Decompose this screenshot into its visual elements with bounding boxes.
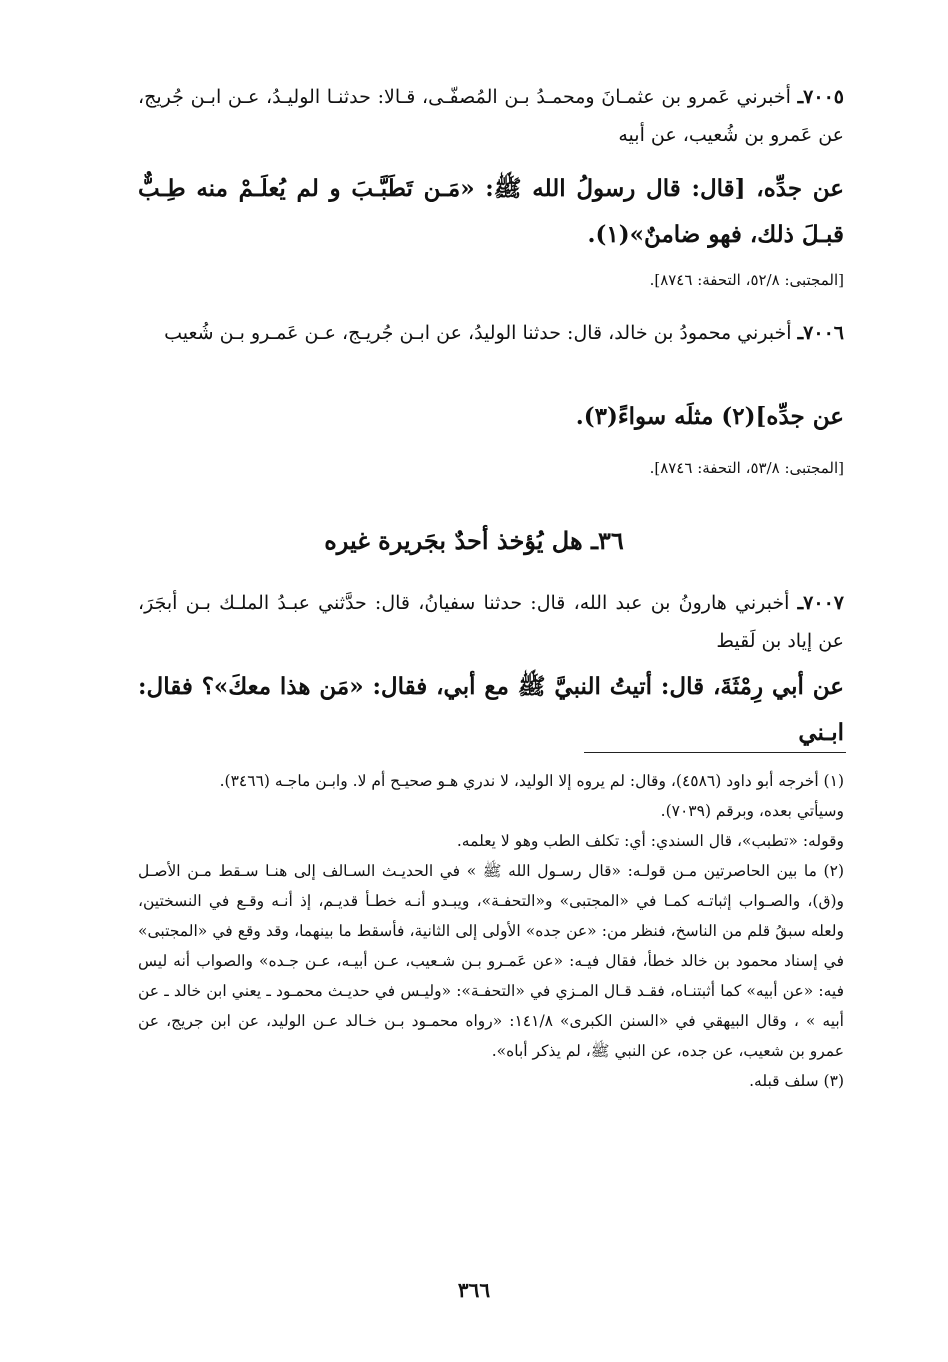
- footnote-2: (٢) ما بين الحاصرتين مـن قولـه: «قال رسـول الله ﷺ » في الحديـث السـالف إلى هنـا سـقط مـن الأصـل و(ق)، والصـواب إثباتـه كمـا في «المجتبى» و«التحفـة»، ويبـدو أنـه خطـأ قديـم، إذ أنـه وقـع في النسختين، ولعله سبقُ قلم من الناسخ، فنظر من: «عن جده» الأولى إلى الثانية، فأسقط ما بينهما، وقد وقع في «المجتبى» في إسناد محمود بن خالد خطأ، فقال فيـه: «عن عَمـرو بـن شـعيب، عـن أبيـه، عـن جـده» والصواب أنه ليس فيه: «عن أبيه» كما أثبتنـاه، فقـد قـال المـزي في «التحفـة»: «وليـس في حديـث محمـود ـ يعني ابن خالد ـ عن أبيه » ، وقال البيهقي في «السنن الكبرى» ١٤١/٨: «رواه محمـود بـن خـالد عـن الوليد، عن ابن جريج، عن عمرو بن شعيب، عن جده، عن النبي ﷺ، لم يذكر أباه».: [138, 862, 844, 1060]
- hadith-isnad-text: أخبرني محمودُ بن خالد، قال: حدثنا الوليدُ، عن ابـن جُريـج، عـن عَمـرو بـن شُعيب: [164, 322, 792, 344]
- hadith-7007-matn: عن أبي رِمْثَةَ، قال: أتيتُ النبيَّ ﷺ مع أبي، فقال: «مَن هذا معكَ»؟ فقال: ابـني: [138, 673, 844, 746]
- footnote-1-continuation: وسيأتي بعده، وبرقم (٧٠٣٩).: [660, 802, 844, 820]
- footnote-3: (٣) سلف قبله.: [749, 1072, 844, 1090]
- footnote-1-note: وقوله: «تطبب»، قال السندي: أي: تكلف الطب وهو لا يعلمه.: [456, 832, 844, 850]
- footnote-separator: [584, 752, 846, 753]
- chapter-heading: ٣٦ـ هل يُؤخذ أحدٌ بجَريرة غيره: [324, 526, 624, 555]
- hadith-isnad-text: أخبرني هارونُ بن عبد الله، قال: حدثنا سفيانُ، قال: حدَّثني عبـدُ الملـك بـن أبجَرَ، عن إياد بن لَقيط: [138, 592, 844, 652]
- footnotes: [138, 766, 844, 1096]
- hadith-7005-reference: [المجتبى: ٥٢/٨، التحفة: ٨٧٤٦].: [649, 271, 844, 289]
- hadith-7006-isnad: [138, 314, 844, 352]
- page-number: ٣٦٦: [457, 1278, 491, 1302]
- hadith-7005-isnad: [138, 78, 844, 154]
- hadith-number: ٧٠٠٦ـ: [797, 322, 844, 344]
- hadith-7006-reference: [المجتبى: ٥٣/٨، التحفة: ٨٧٤٦].: [649, 459, 844, 477]
- hadith-isnad-text: أخبرني عَمرو بن عثمـانَ ومحمـدُ بـن المُصفّـى، قـالا: حدثنـا الوليـدُ، عـن ابـن جُريج، عن عَمرو بن شُعيب، عن أبيه: [138, 86, 844, 146]
- hadith-7005-matn: عن جدِّه، [قال: قال رسولُ الله ﷺ: «مَـن تَطَبَّـبَ و لم يُعلَـمْ منه طِـبٌّ قبـلَ ذلك، فهو ضامنٌ»(١).: [138, 175, 844, 248]
- hadith-7006-matn: عن جدِّه](٢) مثلَه سواءً(٣).: [575, 403, 844, 430]
- hadith-7007-isnad: [138, 584, 844, 660]
- hadith-number: ٧٠٠٧ـ: [797, 592, 844, 614]
- footnote-1: (١) أخرجه أبو داود (٤٥٨٦)، وقال: لم يروه إلا الوليد، لا ندري هـو صحيـح أم لا. وابـن ماجـه (٣٤٦٦).: [219, 772, 844, 790]
- hadith-number: ٧٠٠٥ـ: [797, 86, 844, 108]
